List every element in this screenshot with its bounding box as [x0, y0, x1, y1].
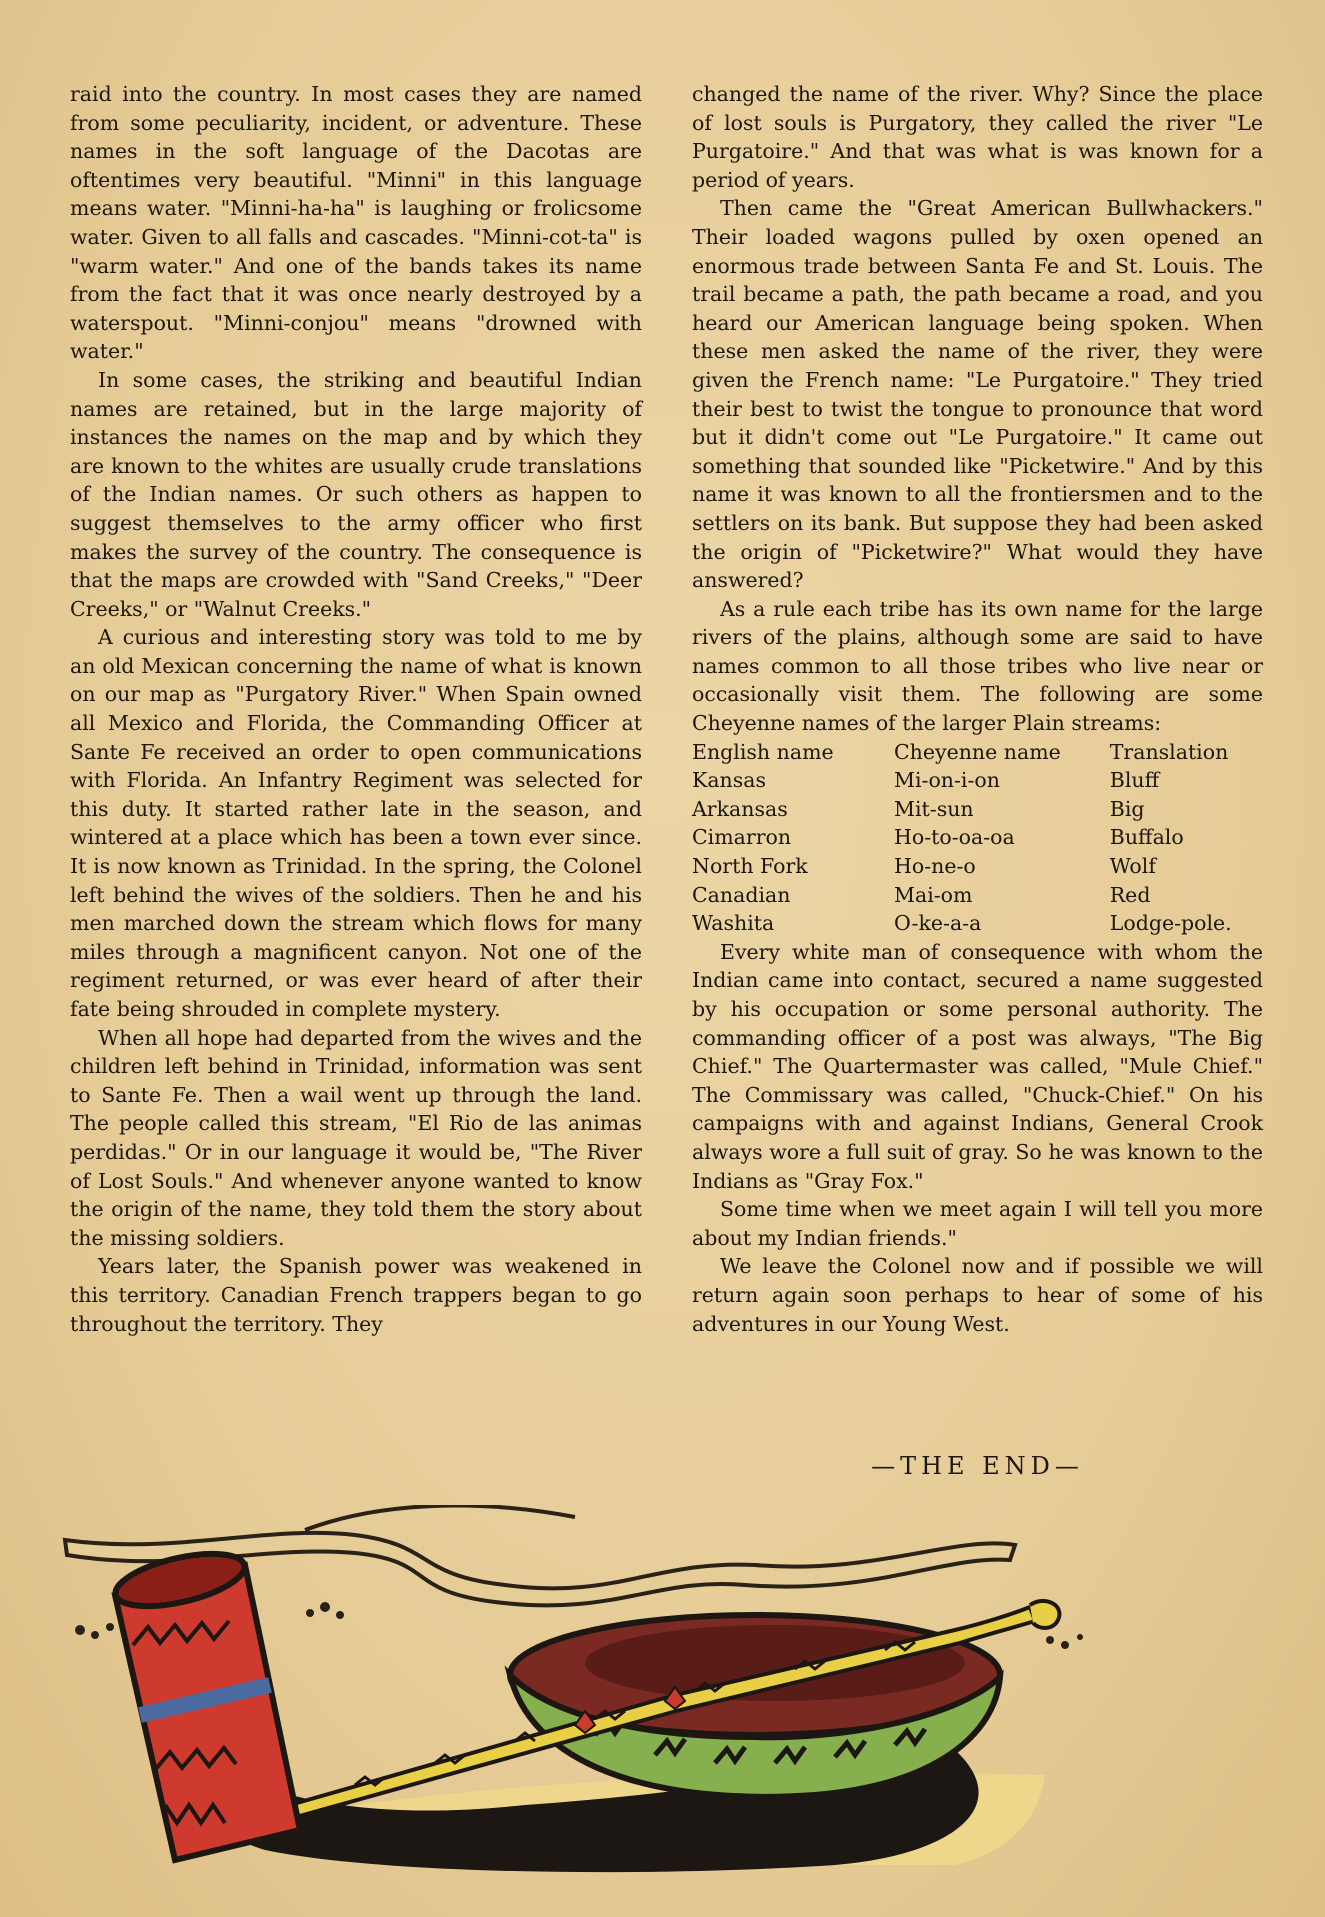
- table-row: [692, 852, 1263, 881]
- cheyenne-river-names-table: [692, 738, 1263, 938]
- bowl-inner: [585, 1625, 965, 1701]
- cell-english: Washita: [692, 911, 775, 936]
- table-row: [692, 795, 1263, 824]
- peace-pipe-and-bowl-icon: [55, 1505, 1275, 1895]
- cell-translation: Bluff: [1109, 768, 1160, 793]
- paragraph: Some time when we meet again I will tell you more about my Indian friends.": [692, 1197, 1263, 1250]
- paragraph: A curious and interesting story was told to me by an old Mexican concerning the name of what is known on our map as "Purgatory River." When Spain owned all Mexico and Florida, the Commanding Officer at Sante Fe received an order to open communications with Florida. An Infantry Regiment was selected for this duty. It started rather late in the season, and wintered at a place which has been a town ever since. It is now known as Trinidad. In the spring, the Colonel left behind the wives of the soldiers. Then he and his men marched down the stream which flows for many miles through a magnificent canyon. Not one of the regiment returned, or was ever heard of after their fate being shrouded in complete mystery.: [70, 625, 642, 1021]
- cell-english: Cimarron: [692, 825, 792, 850]
- paragraph: Years later, the Spanish power was weakened in this territory. Canadian French trappers began to go throughout the territory. They: [70, 1254, 642, 1336]
- cell-cheyenne: Mit-sun: [893, 796, 974, 821]
- table-row: [692, 823, 1263, 852]
- cell-translation: Wolf: [1109, 854, 1156, 879]
- cell-cheyenne: Ho-to-oa-oa: [893, 825, 1015, 850]
- paragraph: changed the name of the river. Why? Since the place of lost souls is Purgatory, they called the river "Le Purgatoire." And that was what is was known for a period of years.: [692, 82, 1263, 192]
- paragraph: raid into the country. In most cases they are named from some peculiarity, incident, or adventure. These names in the soft language of the Dacotas are oftentimes very beautiful. "Minni" in this language means water. "Minni-ha-ha" is laughing or frolicsome water. Given to all falls and cascades. "Minni-cot-ta" is "warm water." And one of the bands takes its name from the fact that it was once nearly destroyed by a waterspout. "Minni-conjou" means "drowned with water.": [70, 82, 642, 364]
- paragraph: When all hope had departed from the wives and the children left behind in Trinidad, information was sent to Sante Fe. Then a wail went up through the land. The people called this stream, "El Rio de las animas perdidas." Or in our language it would be, "The River of Lost Souls." And whenever anyone wanted to know the origin of the name, they told them the story about the missing soldiers.: [70, 1025, 642, 1250]
- cell-translation: Buffalo: [1109, 825, 1184, 850]
- paragraph: As a rule each tribe has its own name for the large rivers of the plains, although some are said to have names common to all those tribes who live near or occasionally visit them. The following are some Cheyenne names of the larger Plain streams:: [692, 596, 1263, 736]
- smoke-line: [305, 1506, 575, 1530]
- cell-english: Kansas: [692, 768, 767, 793]
- paragraph: In some cases, the striking and beautiful Indian names are retained, but in the large majority of instances the names on the map and by which they are known to the whites are usually crude translations of the Indian names. Or such others as happen to suggest themselves to the army officer who first makes the survey of the country. The consequence is that the maps are crowded with "Sand Creeks," "Deer Creeks," or "Walnut Creeks.": [70, 367, 642, 621]
- cell-english: North Fork: [692, 854, 808, 879]
- table-header-row: [692, 738, 1263, 767]
- cell-translation: Lodge-pole.: [1109, 911, 1232, 936]
- pipe-mouthpiece: [1030, 1601, 1059, 1628]
- cell-cheyenne: Mai-om: [893, 882, 973, 907]
- table-row: [692, 881, 1263, 910]
- cell-cheyenne: Ho-ne-o: [893, 854, 976, 879]
- cell-translation: Red: [1109, 882, 1151, 907]
- header-english: English name: [692, 739, 834, 764]
- cell-cheyenne: Mi-on-i-on: [893, 768, 1000, 793]
- paragraph: We leave the Colonel now and if possible we will return again soon perhaps to hear of some of his adventures in our Young West.: [692, 1254, 1263, 1336]
- table-row: [692, 766, 1263, 795]
- table-row: [692, 909, 1263, 938]
- left-column: [70, 80, 642, 1338]
- cell-english: Arkansas: [692, 796, 788, 821]
- cell-english: Canadian: [692, 882, 791, 907]
- paragraph: Then came the "Great American Bullwhackers." Their loaded wagons pulled by oxen opened an enormous trade between Santa Fe and St. Louis. The trail became a path, the path became a road, and you heard our American language being spoken. When these men asked the name of the river, they were given the French name: "Le Purgatoire." They tried their best to twist the tongue to pronounce that word but it didn't come out "Le Purgatoire." It came out something that sounded like "Picketwire." And by this name it was known to all the frontiersmen and to the settlers on its bank. But suppose they had been asked the origin of "Picketwire?" What would they have answered?: [692, 196, 1263, 593]
- right-column: [692, 80, 1263, 1338]
- header-translation: Translation: [1109, 739, 1229, 764]
- cell-cheyenne: O-ke-a-a: [893, 911, 982, 936]
- paragraph: Every white man of consequence with whom the Indian came into contact, secured a name suggested by his occupation or some personal authority. The commanding officer of a post was always, "The Big Chief." The Quartermaster was called, "Mule Chief." The Commissary was called, "Chuck-Chief." On his campaigns with and against Indians, General Crook always wore a full suit of gray. So he was known to the Indians as "Gray Fox.": [692, 939, 1263, 1193]
- the-end-label: —THE END—: [871, 1452, 1084, 1480]
- cell-translation: Big: [1109, 796, 1145, 821]
- header-cheyenne: Cheyenne name: [893, 739, 1061, 764]
